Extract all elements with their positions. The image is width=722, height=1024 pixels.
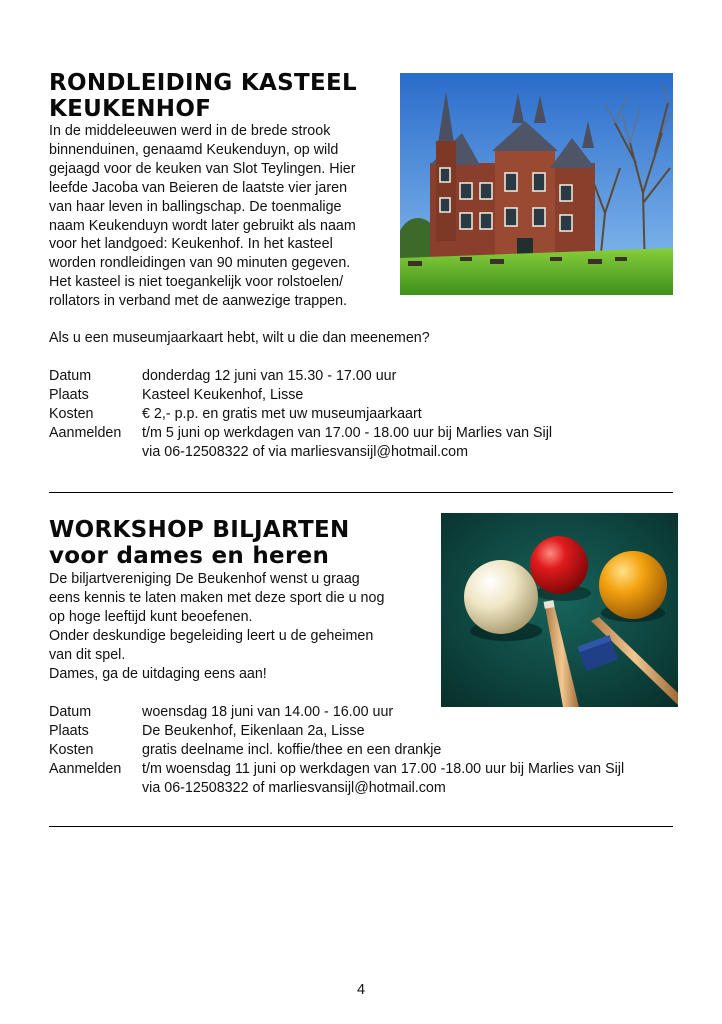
- detail-row-date: Datum woensdag 18 juni van 14.00 - 16.00 uur: [49, 704, 394, 720]
- detail-row-cost: Kosten gratis deelname incl. koffie/thee en een drankje: [49, 741, 442, 758]
- detail-row-cost: Kosten € 2,- p.p. en gratis met uw museumjaarkaart: [49, 405, 422, 422]
- article-title: WORKSHOP BILJARTEN voor dames en heren: [49, 517, 350, 569]
- detail-row-place: Plaats De Beukenhof, Eikenlaan 2a, Lisse: [49, 722, 365, 739]
- event-details: [49, 367, 552, 462]
- detail-row-date: Datum donderdag 12 juni van 15.30 - 17.00 uur: [49, 368, 397, 384]
- detail-row-register: Aanmelden t/m 5 juni op werkdagen van 17.00 - 18.00 uur bij Marlies van Sijl: [49, 424, 553, 441]
- billiards-illustration: [441, 513, 678, 707]
- section-divider: [49, 826, 673, 827]
- detail-row-register: Aanmelden t/m woensdag 11 juni op werkdagen van 17.00 -18.00 uur bij Marlies van Sijl: [49, 760, 625, 777]
- section-divider: [49, 492, 673, 493]
- detail-row-contact: via 06-12508322 of marliesvansijl@hotmail.com: [142, 779, 446, 796]
- museum-card-note: Als u een museumjaarkaart hebt, wilt u die dan meenemen?: [49, 330, 430, 346]
- event-details: [49, 703, 624, 798]
- article-body: De biljartvereniging De Beukenhof wenst u graag eens kennis te laten maken met deze sport die u nog op hoge leeftijd kunt beoefenen. Onder deskundige begeleiding leert u de geheimen van dit spel. Dames, ga de uitdaging eens aan!: [49, 571, 385, 682]
- page-number: 4: [356, 982, 366, 998]
- castle-photo: [400, 73, 673, 295]
- detail-row-contact: via 06-12508322 of via marliesvansijl@hotmail.com: [142, 443, 469, 460]
- detail-row-place: Plaats Kasteel Keukenhof, Lisse: [49, 386, 304, 403]
- billiards-photo: [441, 513, 678, 707]
- article-title: RONDLEIDING KASTEEL KEUKENHOF: [49, 70, 357, 122]
- castle-illustration: [400, 73, 673, 295]
- article-body: In de middeleeuwen werd in de brede strook binnenduinen, genaamd Keukenduyn, op wild gejaagd voor de keuken van Slot Teylingen. Hier leefde Jacoba van Beieren de laatste vier jaren van haar leven in ballingschap. De toenmalige naam Keukenduyn wordt later gebruikt als naam voor het landgoed: Keukenhof. In het kasteel worden rondleidingen van 90 minuten gegeven. Het kasteel is niet toegankelijk voor rolstoelen/ rollators in verband met de aanwezige trappen.: [49, 123, 356, 310]
